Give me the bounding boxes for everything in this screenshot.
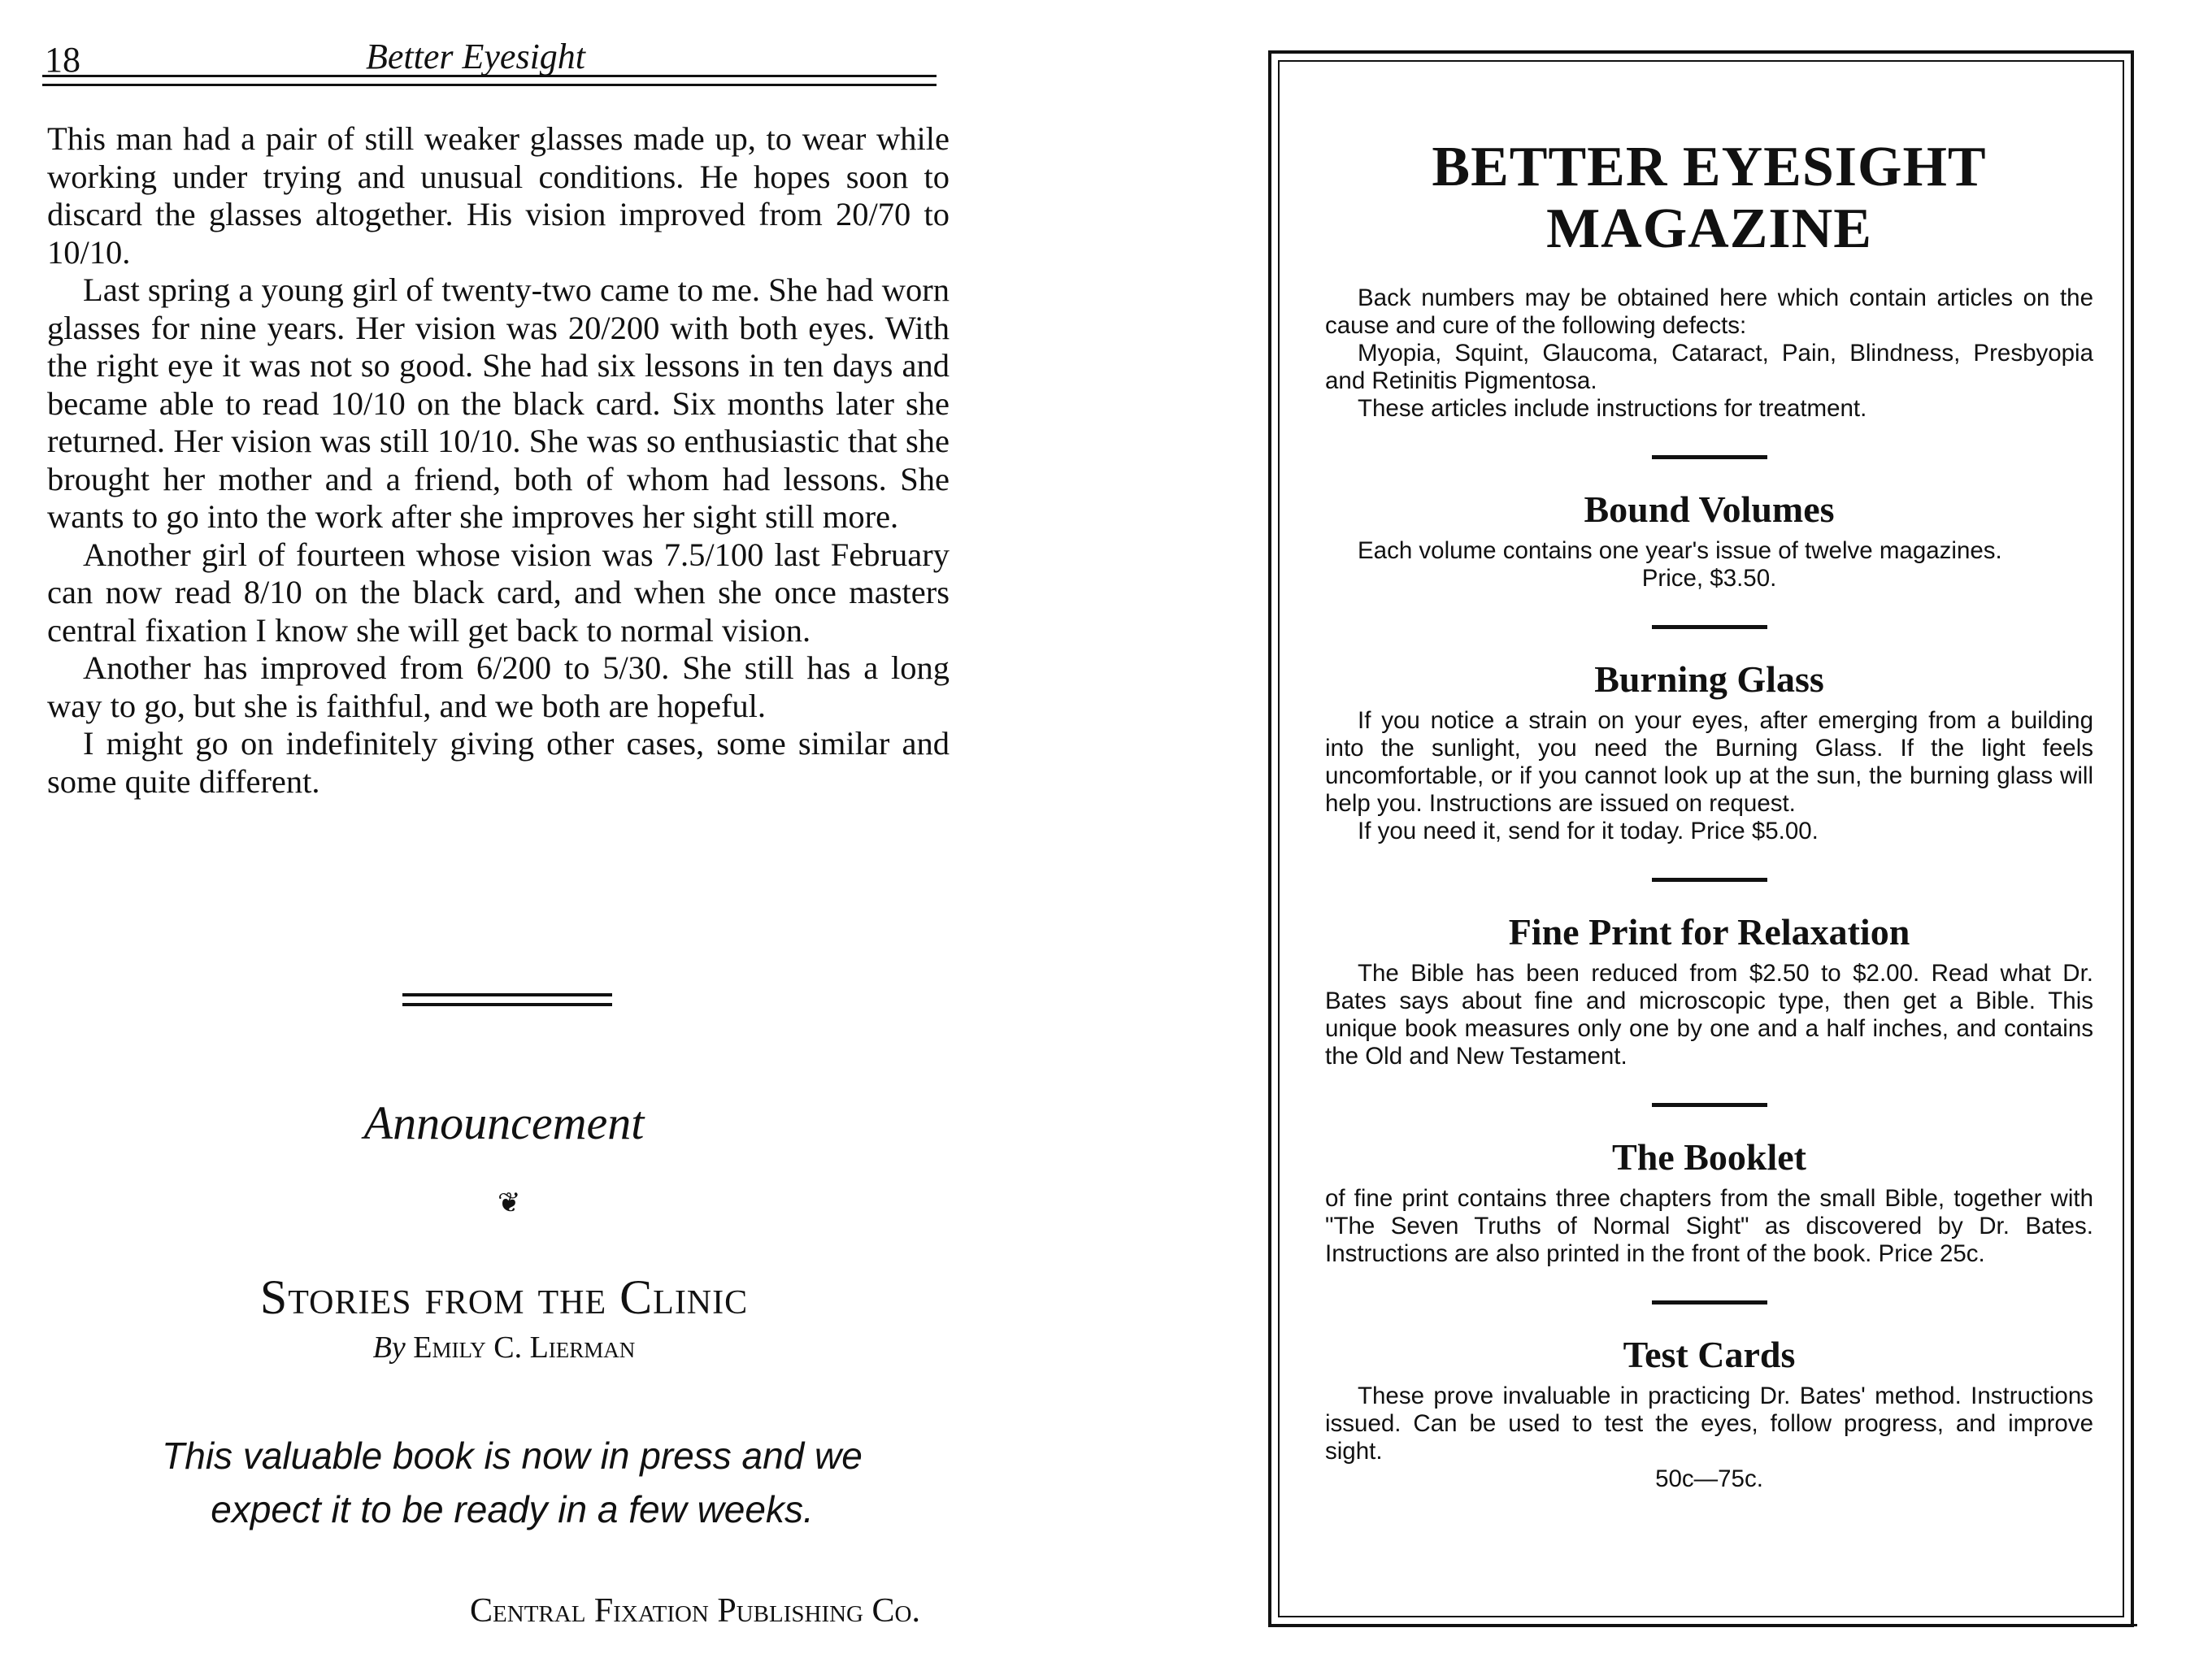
right-page: [1244, 0, 2199, 1680]
publisher: Central Fixation Publishing Co.: [470, 1592, 920, 1630]
paragraph: I might go on indefinitely giving other cases, some similar and some quite different.: [47, 725, 950, 800]
ad-title-line: BETTER EYESIGHT: [1432, 136, 1987, 198]
section-price: Price, $3.50.: [1641, 565, 1777, 592]
ad-intro-text: Back numbers may be obtained here which contain articles on the cause and cure of the following defects:: [1325, 284, 2093, 339]
section-price: If you need it, send for it today. Price $5.00.: [1358, 818, 1819, 844]
ad-title: [1325, 137, 2093, 260]
left-page: [0, 0, 976, 1680]
press-note-line: This valuable book is now in press and we: [162, 1435, 863, 1477]
page-number: 18: [45, 40, 80, 80]
paragraph: This man had a pair of still weaker glasses made up, to wear while working under trying and unusual conditions. He hopes soon to discard the glasses altogether. His vision improved from 20/70 to 10/10.: [47, 120, 950, 271]
section-text: The Bible has been reduced from $2.50 to $2.00. Read what Dr. Bates says about fine and microscopic type, then get a Bible. This unique book measures only one by one and a half inches, and contains the Old and New Testament.: [1325, 960, 2093, 1070]
ad-divider: [1652, 1103, 1767, 1107]
ad-intro-text: Myopia, Squint, Glaucoma, Cataract, Pain, Blindness, Presbyopia and Retinitis Pigmentosa.: [1325, 340, 2093, 394]
article-body: [47, 120, 950, 801]
ad-divider: [1652, 455, 1767, 459]
author-prefix: By: [372, 1331, 406, 1365]
paragraph: Another has improved from 6/200 to 5/30. She still has a long way to go, but she is faithful, and we both are hopeful.: [47, 649, 950, 724]
header-rule: [42, 75, 937, 86]
section-heading-bound-volumes: Bound Volumes: [1584, 488, 1835, 530]
ad-divider: [1652, 625, 1767, 629]
ad-intro-text: These articles include instructions for treatment.: [1358, 395, 1867, 422]
section-heading-fine-print: Fine Print for Relaxation: [1508, 911, 1910, 953]
ad-frame-shadow: [1271, 1624, 2137, 1626]
section-heading-booklet: The Booklet: [1612, 1136, 1806, 1178]
section-text: Each volume contains one year's issue of twelve magazines.: [1358, 537, 2002, 564]
section-text: of fine print contains three chapters from the small Bible, together with "The Seven Truths of Normal Sight" as discovered by Dr. Bates. Instructions are also printed in the front of the book. Price 25c.: [1325, 1185, 2093, 1267]
ad-intro: [1325, 284, 2093, 423]
book-author: [0, 1330, 1008, 1365]
ad-title-line: MAGAZINE: [1546, 198, 1872, 260]
leaf-ornament-icon: ❦: [498, 1188, 521, 1218]
ad-divider: [1652, 1300, 1767, 1304]
paragraph: Another girl of fourteen whose vision was 7.5/100 last February can now read 8/10 on the black card, and when she once masters central fixation I know she will get back to normal vision.: [47, 536, 950, 649]
section-heading-test-cards: Test Cards: [1623, 1334, 1796, 1375]
section-divider: [402, 993, 612, 1006]
section-text: These prove invaluable in practicing Dr. Bates' method. Instructions issued. Can be used to test the eyes, follow progress, and improve sight.: [1325, 1383, 2093, 1465]
author-name: Emily C. Lierman: [413, 1331, 636, 1365]
section-text: If you notice a strain on your eyes, after emerging from a building into the sunlight, you need the Burning Glass. If the light feels uncomfortable, or if you cannot look up at the sun, the burning glass will help you. Instructions are issued on request.: [1325, 707, 2093, 817]
book-title: Stories from the Clinic: [259, 1270, 749, 1324]
announcement-heading: Announcement: [363, 1096, 645, 1149]
press-note: [65, 1429, 959, 1536]
press-note-line: expect it to be ready in a few weeks.: [211, 1488, 814, 1530]
ad-divider: [1652, 878, 1767, 882]
running-title: Better Eyesight: [366, 37, 586, 76]
paragraph: Last spring a young girl of twenty-two came to me. She had worn glasses for nine years. Her vision was 20/200 with both eyes. With the right eye it was not so good. She had six lessons in ten days and became able to read 10/10 on the black card. Six months later she returned. Her vision was still 10/10. She was so enthusiastic that she brought her mother and a friend, both of whom had lessons. She wants to go into the work after she improves her sight still more.: [47, 271, 950, 535]
magazine-ad: [1325, 137, 2093, 1493]
section-heading-burning-glass: Burning Glass: [1594, 658, 1824, 700]
section-price: 50c—75c.: [1655, 1465, 1763, 1492]
